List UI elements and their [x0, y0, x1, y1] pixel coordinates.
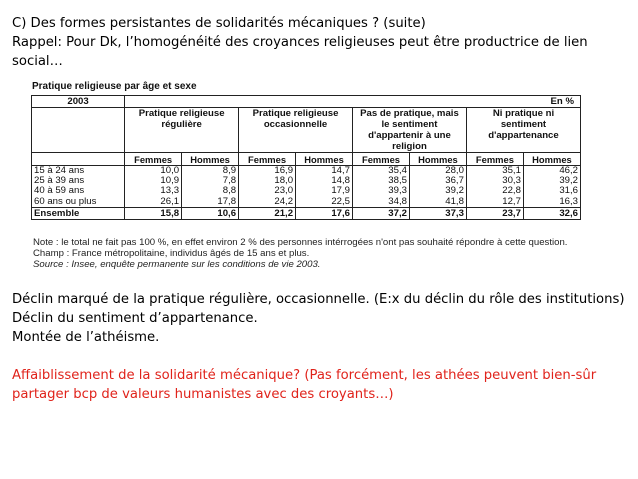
- table-notes: [33, 237, 567, 270]
- table-cell: 23,0: [239, 186, 296, 196]
- sub-header-blank: [32, 153, 125, 166]
- row-label: 40 à 59 ans: [32, 186, 125, 196]
- table-source: Source : Insee, enquête permanente sur les conditions de vie 2003.: [33, 259, 321, 270]
- table-cell: 14,7: [296, 166, 353, 177]
- group-header-2: Pratique religieuse occasionnelle: [239, 108, 353, 153]
- table-cell: 26,1: [125, 197, 182, 208]
- table-cell: 23,7: [466, 207, 523, 219]
- table-cell: 32,6: [523, 207, 580, 219]
- total-label: Ensemble: [32, 207, 125, 219]
- row-label: 15 à 24 ans: [32, 166, 125, 177]
- sub-header: Femmes: [466, 153, 523, 166]
- table-cell: 31,6: [523, 186, 580, 196]
- table-cell: 7,8: [182, 176, 239, 186]
- table-cell: 8,8: [182, 186, 239, 196]
- body-line-1: Déclin marqué de la pratique régulière, occasionnelle. (E:x du déclin du rôle des institutions): [12, 292, 625, 307]
- table-cell: 36,7: [409, 176, 466, 186]
- table-cell: 39,2: [523, 176, 580, 186]
- table-cell: 18,0: [239, 176, 296, 186]
- table-cell: 39,2: [409, 186, 466, 196]
- table-cell: 10,6: [182, 207, 239, 219]
- table-cell: 38,5: [353, 176, 410, 186]
- sub-header: Hommes: [296, 153, 353, 166]
- sub-header: Hommes: [523, 153, 580, 166]
- table-cell: 22,5: [296, 197, 353, 208]
- table-cell: 39,3: [353, 186, 410, 196]
- table-cell: 10,0: [125, 166, 182, 177]
- table-cell: 12,7: [466, 197, 523, 208]
- sub-header: Hommes: [182, 153, 239, 166]
- table-cell: 35,4: [353, 166, 410, 177]
- table-total-row: [32, 207, 581, 219]
- group-header-1: Pratique religieuse régulière: [125, 108, 239, 153]
- table-cell: 16,3: [523, 197, 580, 208]
- table-top-row: [32, 96, 581, 108]
- table-row: [32, 197, 581, 208]
- table-cell: 21,2: [239, 207, 296, 219]
- slide-header: [12, 14, 622, 71]
- table-cell: 17,9: [296, 186, 353, 196]
- slide-body: [12, 290, 632, 404]
- sub-header: Femmes: [125, 153, 182, 166]
- table-cell: 30,3: [466, 176, 523, 186]
- table-note: Note : le total ne fait pas 100 %, en effet environ 2 % des personnes intérrogées n'ont pas souhaité répondre à cette question.: [33, 237, 568, 248]
- red-line-1: Affaiblissement de la solidarité mécanique? (Pas forcément, les athées peuvent bien-sûr: [12, 368, 597, 383]
- table-scope: Champ : France métropolitaine, individus âgés de 15 ans et plus.: [33, 248, 310, 259]
- sub-header-row: [32, 153, 581, 166]
- sub-header: Femmes: [353, 153, 410, 166]
- group-header-3: Pas de pratique, mais le sentiment d'appartenir à une religion: [353, 108, 467, 153]
- table-cell: 37,3: [409, 207, 466, 219]
- table-cell: 37,2: [353, 207, 410, 219]
- table-cell: 46,2: [523, 166, 580, 177]
- table-cell: 16,9: [239, 166, 296, 177]
- group-header-blank: [32, 108, 125, 153]
- religious-practice-table: [31, 95, 581, 220]
- table-year: 2003: [32, 96, 125, 108]
- body-line-3: Montée de l’athéisme.: [12, 330, 160, 345]
- table-cell: 17,6: [296, 207, 353, 219]
- group-header-row: [32, 108, 581, 153]
- table-cell: 22,8: [466, 186, 523, 196]
- table-unit: En %: [125, 96, 581, 108]
- table-cell: 28,0: [409, 166, 466, 177]
- table-row: [32, 186, 581, 196]
- header-line-1: C) Des formes persistantes de solidarités mécaniques ? (suite): [12, 16, 426, 31]
- table-title: Pratique religieuse par âge et sexe: [32, 81, 197, 92]
- table-cell: 41,8: [409, 197, 466, 208]
- table-cell: 34,8: [353, 197, 410, 208]
- header-line-2: Rappel: Pour Dk, l’homogénéité des croyances religieuses peut être productrice de lien: [12, 35, 588, 50]
- table-cell: 13,3: [125, 186, 182, 196]
- red-line-2: partager bcp de valeurs humanistes avec des croyants…): [12, 387, 394, 402]
- table-cell: 15,8: [125, 207, 182, 219]
- table-row: [32, 176, 581, 186]
- table-row: [32, 166, 581, 177]
- group-header-4: Ni pratique ni sentiment d'appartenance: [466, 108, 580, 153]
- table-cell: 14,8: [296, 176, 353, 186]
- table-cell: 35,1: [466, 166, 523, 177]
- header-line-3: social…: [12, 54, 63, 69]
- sub-header: Hommes: [409, 153, 466, 166]
- row-label: 60 ans ou plus: [32, 197, 125, 208]
- row-label: 25 à 39 ans: [32, 176, 125, 186]
- table-cell: 24,2: [239, 197, 296, 208]
- table-cell: 8,9: [182, 166, 239, 177]
- table-cell: 17,8: [182, 197, 239, 208]
- table-cell: 10,9: [125, 176, 182, 186]
- spacer: [12, 347, 632, 366]
- sub-header: Femmes: [239, 153, 296, 166]
- body-line-2: Déclin du sentiment d’appartenance.: [12, 311, 258, 326]
